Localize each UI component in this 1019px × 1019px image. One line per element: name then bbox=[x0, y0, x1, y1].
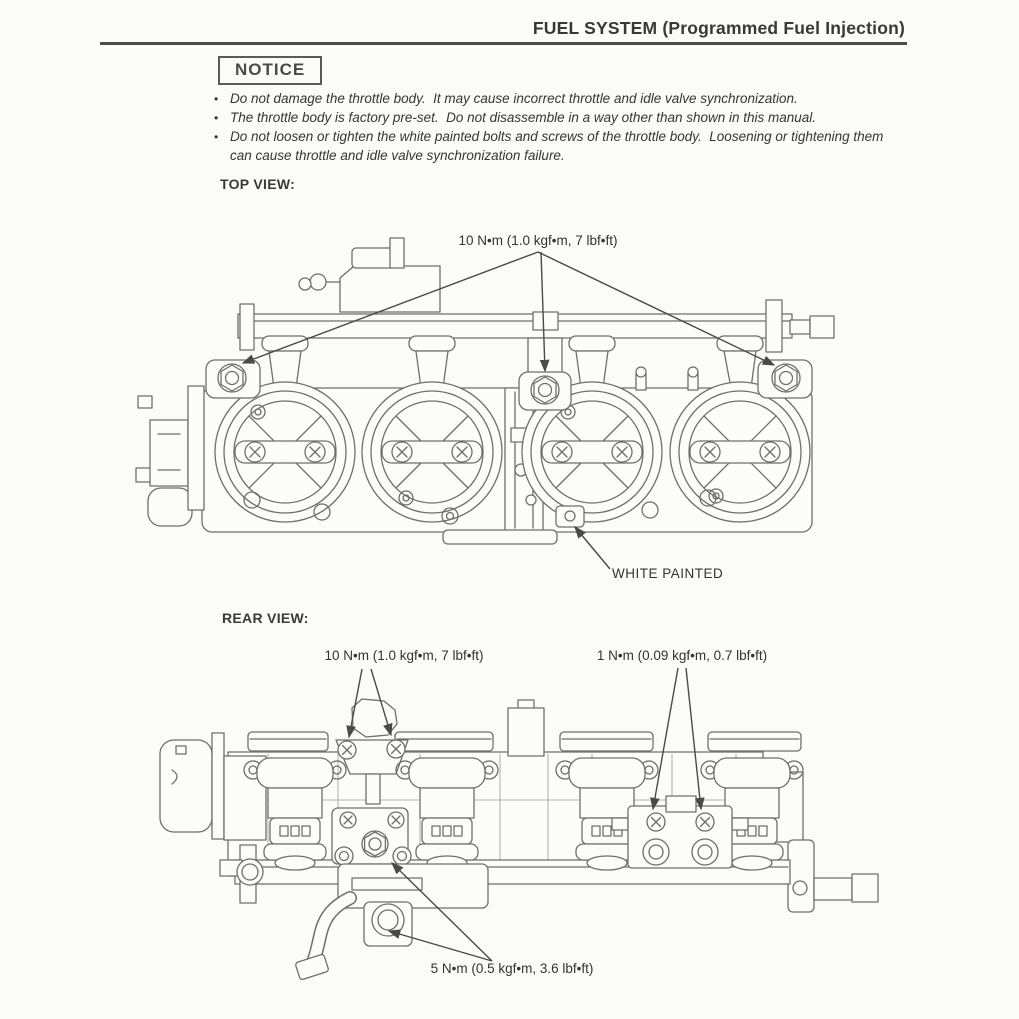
bullet-marker: • bbox=[214, 92, 219, 106]
bullet-marker: • bbox=[214, 111, 219, 125]
throttle-bore bbox=[215, 382, 355, 522]
white-painted-label: WHITE PAINTED bbox=[612, 566, 724, 581]
notice-bullet-item bbox=[214, 90, 906, 109]
drain-hose bbox=[295, 898, 350, 980]
page-title: FUEL SYSTEM (Programmed Fuel Injection) bbox=[532, 18, 905, 38]
notice-bullet-text: Do not damage the throttle body. It may cause incorrect throttle and idle valve synchronization. bbox=[230, 91, 798, 106]
top-view-label: TOP VIEW: bbox=[220, 176, 296, 192]
throttle-position-sensor bbox=[160, 733, 266, 903]
throttle-bore bbox=[362, 382, 502, 522]
fuel-pipe-right bbox=[763, 772, 878, 912]
bullet-marker: • bbox=[214, 130, 219, 144]
pressure-regulator bbox=[299, 238, 440, 312]
rear-view-diagram bbox=[160, 699, 878, 980]
notice-bullet-item bbox=[214, 109, 906, 128]
white-painted-bolt-right bbox=[758, 360, 812, 398]
top-view-torque-arrows bbox=[243, 252, 774, 371]
white-painted-arrow bbox=[575, 527, 610, 569]
header-rule bbox=[100, 42, 907, 45]
top-view-diagram bbox=[136, 238, 834, 544]
center-stay bbox=[508, 700, 544, 756]
notice-box: NOTICE bbox=[218, 56, 322, 85]
notice-bullet-text: The throttle body is factory pre-set. Do not disassemble in a way other than shown in this manual. bbox=[230, 110, 817, 125]
injector-towers bbox=[262, 336, 763, 390]
white-painted-boss bbox=[556, 506, 584, 527]
top-view-torque-callout: 10 N•m (1.0 kgf•m, 7 lbf•ft) bbox=[458, 233, 618, 248]
throttle-bore bbox=[670, 382, 810, 522]
rear-view-torque5-callout: 5 N•m (0.5 kgf•m, 3.6 lbf•ft) bbox=[430, 961, 594, 976]
rear-view-label: REAR VIEW: bbox=[222, 610, 309, 626]
idle-screw-bracket bbox=[612, 796, 748, 868]
rear-view-torque10-callout: 10 N•m (1.0 kgf•m, 7 lbf•ft) bbox=[324, 648, 484, 663]
notice-bullet-text: Do not loosen or tighten the white painted bolts and screws of the throttle body. Loosening or tightening them can cause throttle and idle valve synchronization failure. bbox=[230, 129, 888, 163]
throttle-linkage-left bbox=[136, 386, 204, 526]
notice-bullet-item bbox=[214, 128, 906, 165]
white-painted-bolt-left bbox=[206, 360, 260, 398]
rear-view-torque1-callout: 1 N•m (0.09 kgf•m, 0.7 lbf•ft) bbox=[596, 648, 768, 663]
notice-list bbox=[214, 90, 906, 166]
white-painted-bolt-middle bbox=[519, 372, 571, 410]
